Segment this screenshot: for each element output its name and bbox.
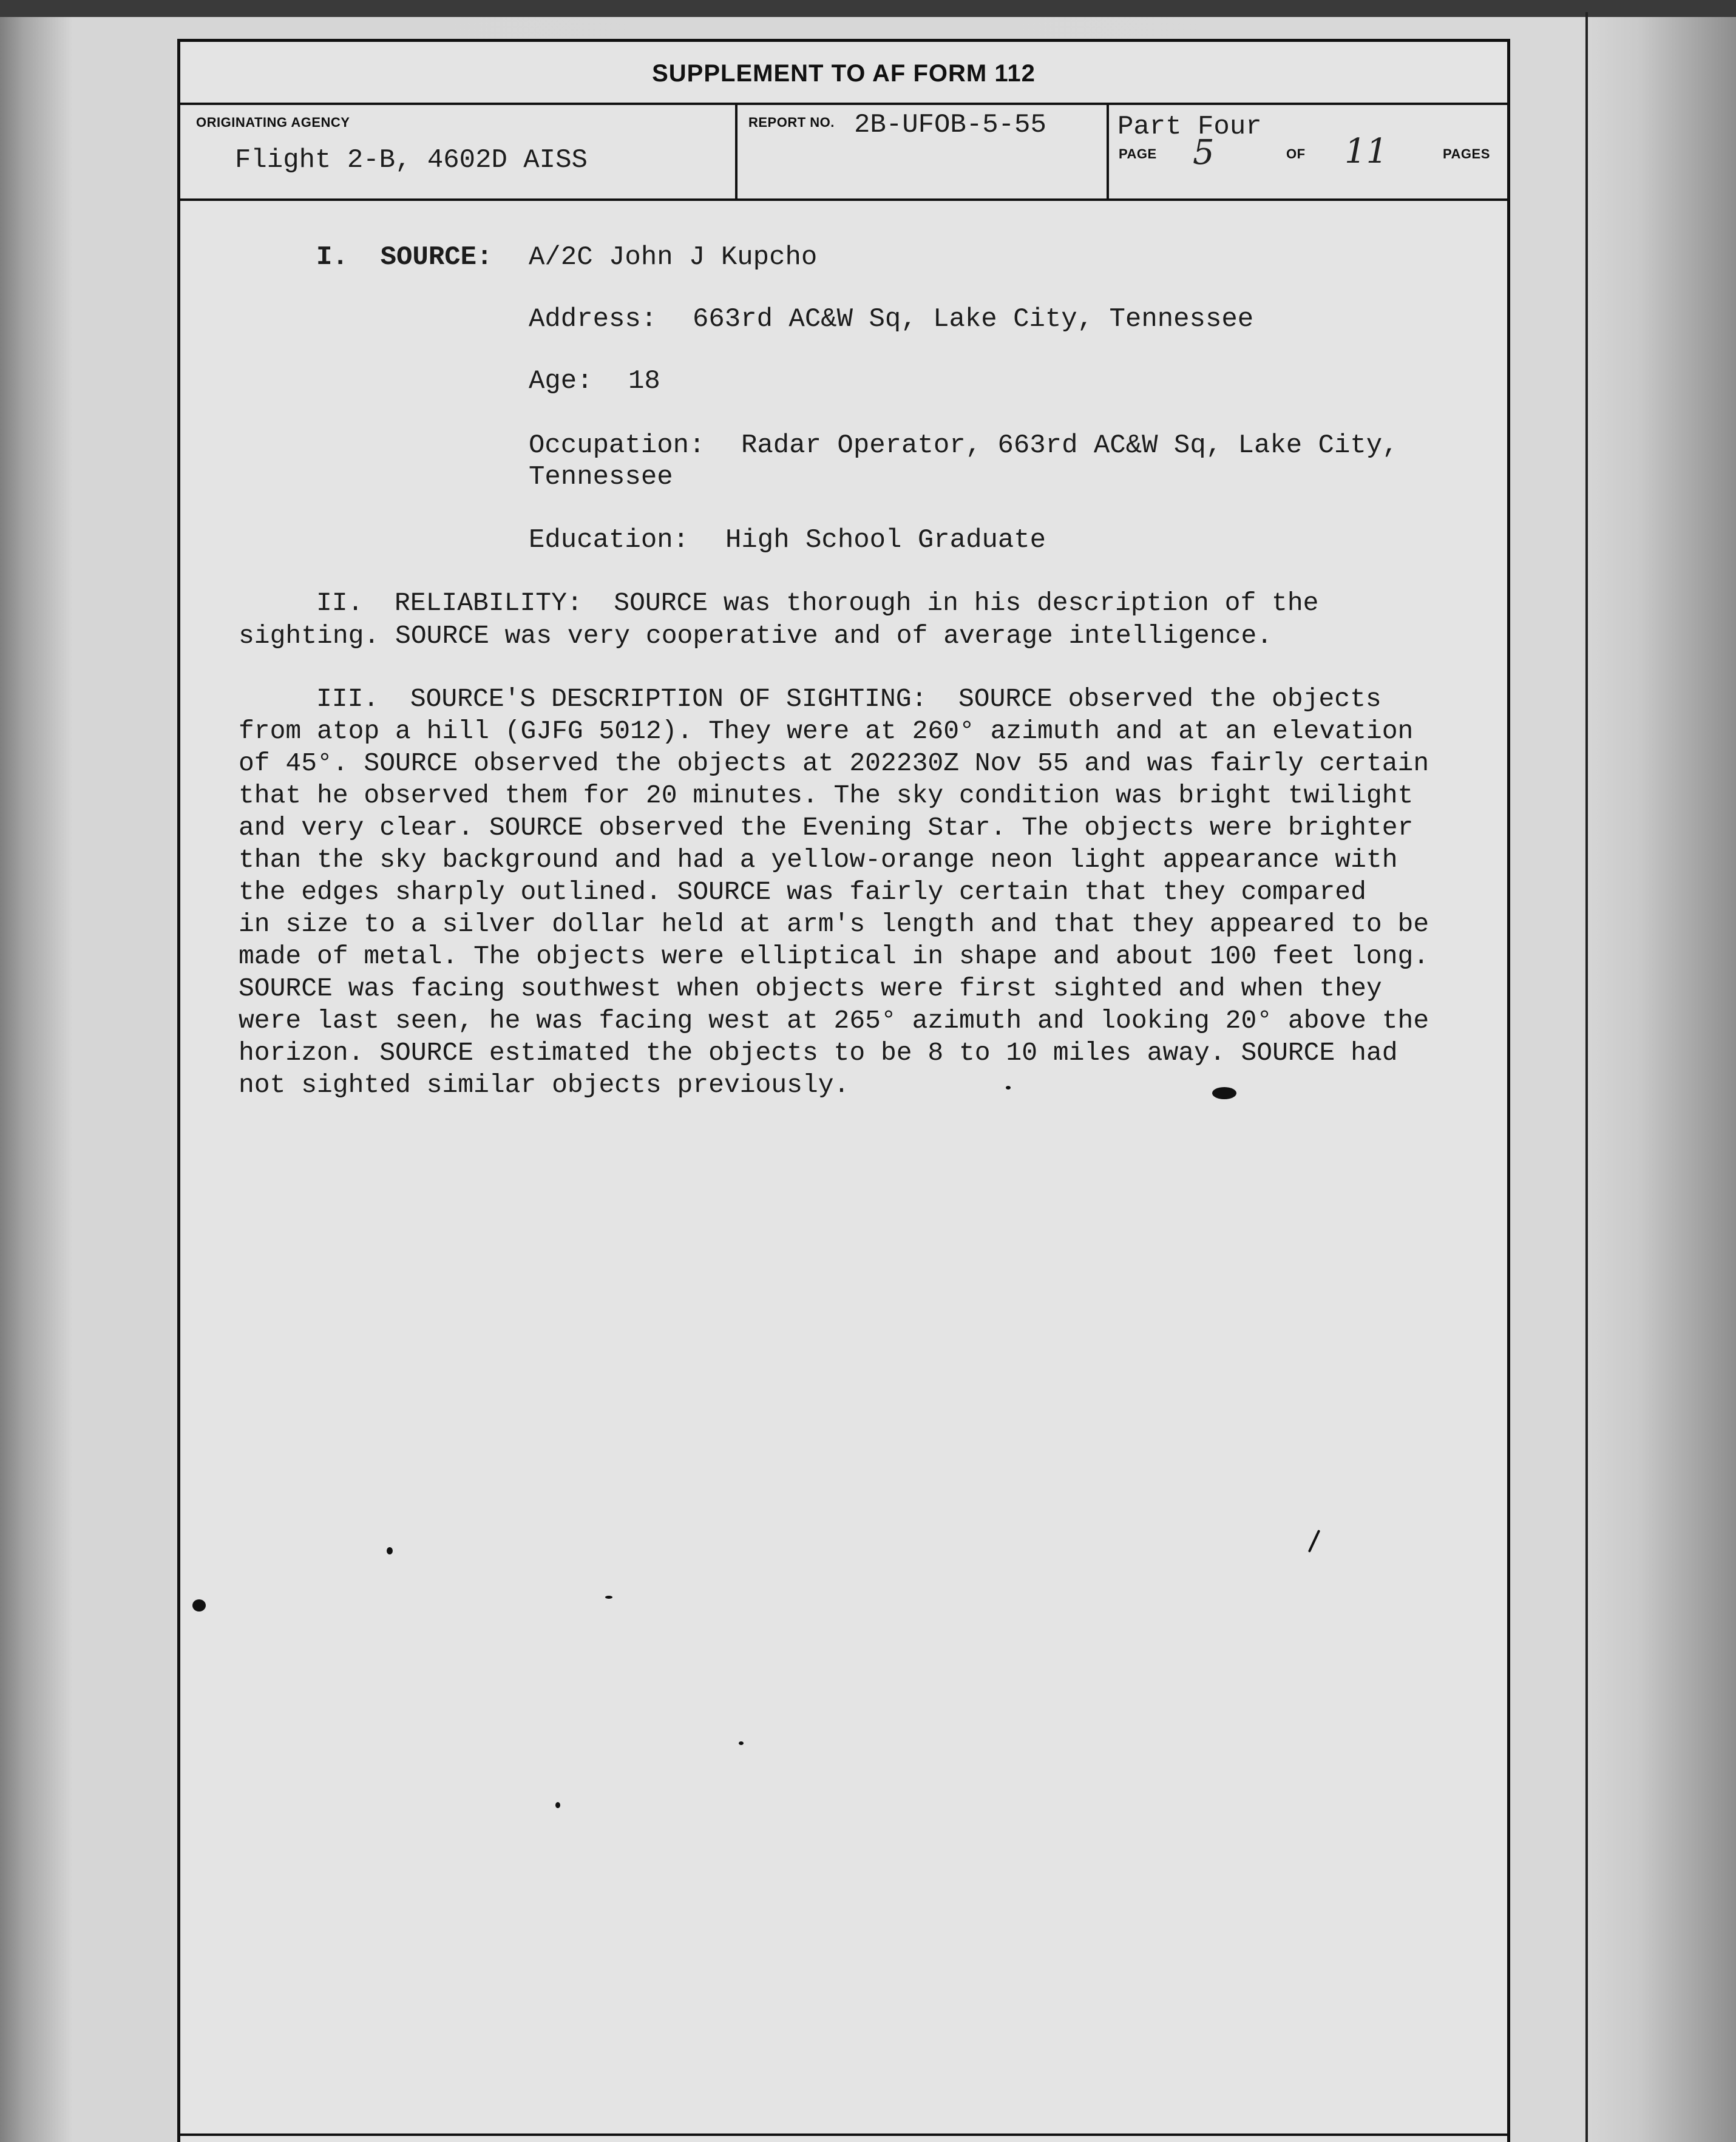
header-col-divider-2 <box>1107 103 1109 200</box>
pages-label: PAGES <box>1443 146 1490 161</box>
scan-top-edge <box>0 0 1736 17</box>
scan-speck <box>1212 1087 1236 1099</box>
header-divider <box>180 103 1507 105</box>
part-label: Part Four <box>1117 112 1262 142</box>
sighting-line-7: the edges sharply outlined. SOURCE was fairly certain that they compared <box>239 877 1366 907</box>
scan-speck <box>1308 1530 1321 1553</box>
of-label: OF <box>1286 146 1306 161</box>
education-label: Education: <box>529 525 690 555</box>
source-name: A/2C John J Kupcho <box>529 242 818 273</box>
age-value: 18 <box>628 366 660 396</box>
occupation-value-line2: Tennessee <box>529 462 673 492</box>
sighting-line-11: were last seen, he was facing west at 265° azimuth and looking 20° above the <box>239 1006 1429 1035</box>
header-col-divider-1 <box>735 103 737 200</box>
form-sheet <box>177 39 1510 2142</box>
total-pages: 11 <box>1344 132 1388 171</box>
report-no-label: REPORT NO. <box>748 115 835 130</box>
scan-right-edge-line <box>1585 12 1588 2142</box>
originating-agency-label: ORIGINATING AGENCY <box>196 115 350 130</box>
page-label: PAGE <box>1119 146 1157 161</box>
sighting-line-3: of 45°. SOURCE observed the objects at 202230Z Nov 55 and was fairly certain <box>239 748 1429 778</box>
form-bottom-rule <box>180 2134 1507 2136</box>
header-bottom-divider <box>180 198 1507 201</box>
sighting-line-1: III. SOURCE'S DESCRIPTION OF SIGHTING: SOURCE observed the objects <box>316 684 1382 714</box>
address-label: Address: <box>529 304 657 334</box>
scan-speck <box>555 1802 560 1808</box>
sighting-line-6: than the sky background and had a yellow-orange neon light appearance with <box>239 845 1398 875</box>
scan-speck <box>192 1599 206 1612</box>
occupation-value-line1: Radar Operator, 663rd AC&W Sq, Lake City, <box>741 430 1399 461</box>
sighting-line-2: from atop a hill (GJFG 5012). They were at 260° azimuth and at an elevation <box>239 716 1414 746</box>
scan-speck <box>1006 1086 1011 1090</box>
report-no-value: 2B-UFOB-5-55 <box>854 110 1046 140</box>
sighting-line-4: that he observed them for 20 minutes. The sky condition was bright twilight <box>239 781 1414 810</box>
sighting-line-13: not sighted similar objects previously. <box>239 1070 850 1100</box>
section1-heading: I. SOURCE: <box>316 242 493 273</box>
sighting-line-9: made of metal. The objects were elliptical in shape and about 100 feet long. <box>239 941 1429 971</box>
page-number: 5 <box>1193 133 1215 172</box>
sighting-line-5: and very clear. SOURCE observed the Evening Star. The objects were brighter <box>239 813 1414 842</box>
scan-speck <box>739 1741 744 1745</box>
education-value: High School Graduate <box>725 525 1046 555</box>
age-label: Age: <box>529 366 593 396</box>
occupation-label: Occupation: <box>529 430 705 461</box>
sighting-line-12: horizon. SOURCE estimated the objects to be 8 to 10 miles away. SOURCE had <box>239 1038 1398 1068</box>
sighting-line-10: SOURCE was facing southwest when objects were first sighted and when they <box>239 974 1382 1003</box>
reliability-line-2: sighting. SOURCE was very cooperative and of average intelligence. <box>239 621 1273 651</box>
reliability-line-1: II. RELIABILITY: SOURCE was thorough in his description of the <box>316 588 1319 618</box>
form-title: SUPPLEMENT TO AF FORM 112 <box>652 60 1036 87</box>
scan-speck <box>387 1547 393 1554</box>
originating-agency-value: Flight 2-B, 4602D AISS <box>235 145 588 175</box>
scan-speck <box>605 1596 612 1599</box>
sighting-line-8: in size to a silver dollar held at arm's length and that they appeared to be <box>239 909 1429 939</box>
address-value: 663rd AC&W Sq, Lake City, Tennessee <box>693 304 1254 334</box>
